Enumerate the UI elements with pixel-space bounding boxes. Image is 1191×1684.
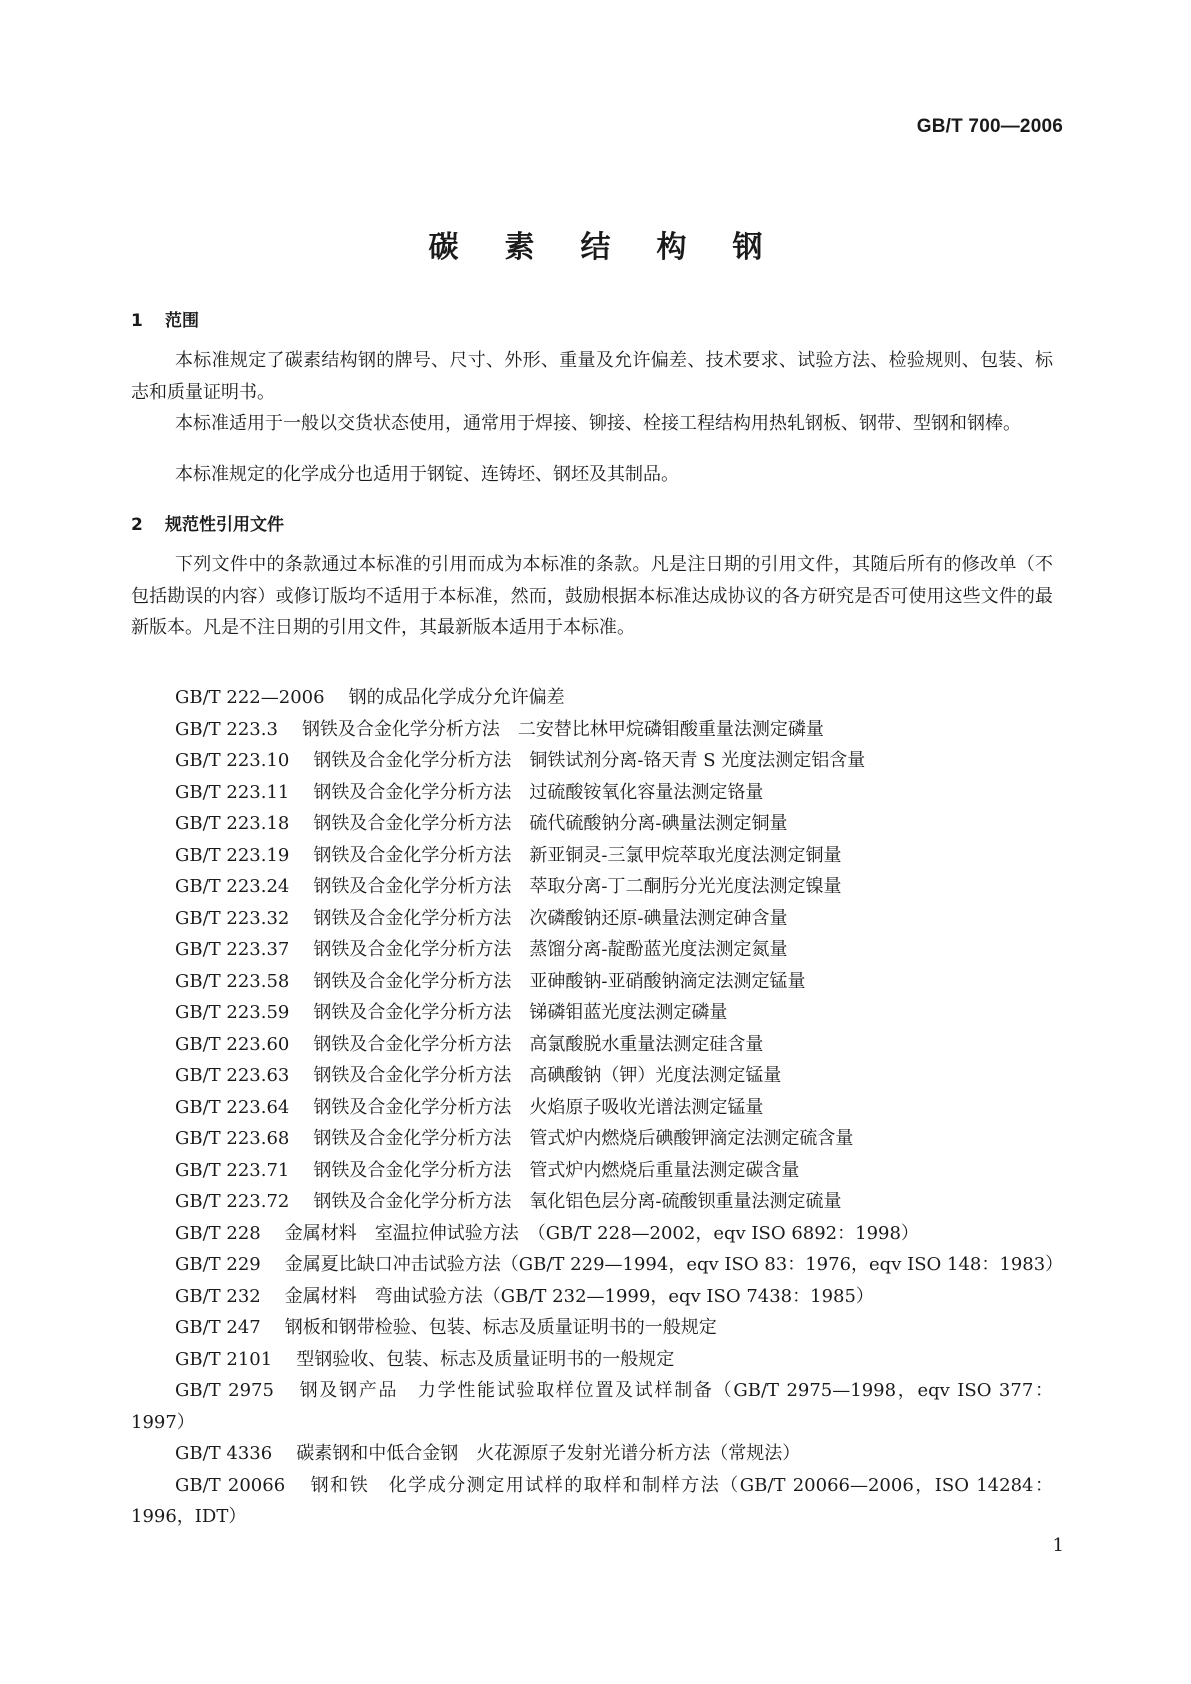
section-2-heading: [131, 510, 284, 535]
reference-title: 钢铁及合金化学分析方法 蒸馏分离-靛酚蓝光度法测定氮量: [313, 939, 788, 960]
section-title: 范围: [165, 311, 199, 331]
reference-title: 金属材料 室温拉伸试验方法 （GB/T 228—2002，eqv ISO 6892：1998）: [284, 1222, 919, 1244]
reference-item: [131, 966, 1053, 998]
reference-code: GB/T 223.72: [175, 1191, 290, 1212]
reference-title: 碳素钢和中低合金钢 火花源原子发射光谱分析方法（常规法）: [296, 1443, 801, 1464]
section-1-paragraph: 本标准适用于一般以交货状态使用，通常用于焊接、铆接、栓接工程结构用热轧钢板、钢带、型钢和钢棒。: [175, 413, 1021, 434]
reference-item: [131, 1375, 1053, 1438]
reference-code: GB/T 223.18: [175, 813, 290, 834]
reference-item: [131, 1186, 1053, 1218]
reference-title: 钢铁及合金化学分析方法 高氯酸脱水重量法测定硅含量: [313, 1033, 764, 1055]
reference-code: GB/T 223.71: [175, 1159, 290, 1181]
reference-item: [131, 682, 1053, 714]
reference-code: GB/T 222—2006: [175, 687, 325, 708]
reference-title: 钢铁及合金化学分析方法 过硫酸铵氧化容量法测定铬量: [313, 781, 764, 803]
reference-title: 钢铁及合金化学分析方法 次磷酸钠还原-碘量法测定砷含量: [313, 907, 788, 929]
reference-item: [131, 714, 1053, 746]
reference-item: [131, 1060, 1053, 1092]
reference-code: GB/T 223.24: [175, 876, 290, 897]
section-title: 规范性引用文件: [165, 515, 284, 535]
section-1-heading: [131, 306, 199, 331]
reference-title: 钢铁及合金化学分析方法 铜铁试剂分离-铬天青 S 光度法测定铝含量: [313, 750, 866, 771]
reference-item: [131, 934, 1053, 966]
reference-title: 钢铁及合金化学分析方法 亚砷酸钠-亚硝酸钠滴定法测定锰量: [313, 970, 806, 992]
reference-item: [131, 1438, 1053, 1470]
section-number: 2: [131, 515, 143, 535]
reference-code: GB/T 223.3: [175, 718, 278, 740]
reference-title: 金属夏比缺口冲击试验方法（GB/T 229—1994，eqv ISO 83：1976，eqv ISO 148：1983）: [284, 1254, 1064, 1275]
reference-code: GB/T 247: [175, 1317, 261, 1338]
reference-list: [131, 682, 1064, 1533]
reference-item: [131, 1281, 1053, 1313]
reference-title: 金属材料 弯曲试验方法（GB/T 232—1999，eqv ISO 7438：1985）: [284, 1285, 874, 1307]
reference-item: [131, 840, 1053, 872]
reference-item: [131, 1029, 1053, 1061]
reference-item: [131, 903, 1053, 935]
reference-item: [131, 1123, 1053, 1155]
reference-title: 钢铁及合金化学分析方法 火焰原子吸收光谱法测定锰量: [313, 1096, 764, 1118]
reference-title: 钢铁及合金化学分析方法 新亚铜灵-三氯甲烷萃取光度法测定铜量: [313, 844, 842, 866]
reference-title: 钢铁及合金化学分析方法 高碘酸钠（钾）光度法测定锰量: [313, 1065, 782, 1086]
reference-item: [131, 997, 1053, 1029]
reference-item: [131, 1470, 1053, 1533]
reference-title: 钢铁及合金化学分析方法 管式炉内燃烧后碘酸钾滴定法测定硫含量: [313, 1128, 854, 1149]
page-number: 1: [1052, 1535, 1064, 1556]
reference-code: GB/T 229: [175, 1254, 261, 1275]
reference-item: [131, 777, 1053, 809]
reference-code: GB/T 4336: [175, 1443, 273, 1464]
reference-item: [131, 871, 1053, 903]
reference-code: GB/T 2975: [175, 1380, 274, 1401]
document-title: 碳素结构钢: [428, 230, 809, 265]
reference-title: 型钢验收、包装、标志及质量证明书的一般规定: [296, 1348, 675, 1370]
section-number: 1: [131, 311, 143, 331]
reference-title: 钢铁及合金化学分析方法 锑磷钼蓝光度法测定磷量: [313, 1002, 728, 1023]
reference-item: [131, 1249, 1064, 1281]
reference-item: [131, 745, 1053, 777]
reference-title: 钢的成品化学成分允许偏差: [348, 687, 565, 708]
reference-code: GB/T 223.63: [175, 1065, 290, 1086]
reference-item: [131, 808, 1053, 840]
standard-code: GB/T 700—2006: [916, 116, 1063, 137]
reference-code: GB/T 228: [175, 1222, 261, 1244]
section-2-intro: 下列文件中的条款通过本标准的引用而成为本标准的条款。凡是注日期的引用文件，其随后所有的修改单（不包括勘误的内容）或修订版均不适用于本标准，然而，鼓励根据本标准达成协议的各方研究是否可使用这些文件的最新版本。凡是不注日期的引用文件，其最新版本适用于本标准。: [131, 554, 1053, 638]
reference-code: GB/T 223.68: [175, 1128, 290, 1149]
section-1-paragraph: 本标准规定了碳素结构钢的牌号、尺寸、外形、重量及允许偏差、技术要求、试验方法、检验规则、包装、标志和质量证明书。: [131, 350, 1053, 403]
reference-code: GB/T 223.64: [175, 1096, 290, 1118]
reference-title: 钢和铁 化学成分测定用试样的取样和制样方法（GB/T 20066—2006，ISO 14284：1996，IDT）: [131, 1474, 1053, 1527]
reference-item: [131, 1312, 1053, 1344]
reference-code: GB/T 223.37: [175, 939, 290, 960]
reference-title: 钢铁及合金化学分析方法 萃取分离-丁二酮肟分光光度法测定镍量: [313, 876, 842, 897]
reference-title: 钢及钢产品 力学性能试验取样位置及试样制备（GB/T 2975—1998，eqv ISO 377：1997）: [131, 1380, 1053, 1433]
section-1-paragraph: 本标准规定的化学成分也适用于钢锭、连铸坯、钢坯及其制品。: [175, 464, 679, 485]
reference-title: 钢铁及合金化学分析方法 二安替比林甲烷磷钼酸重量法测定磷量: [301, 718, 824, 740]
reference-code: GB/T 223.58: [175, 970, 290, 992]
reference-code: GB/T 223.11: [175, 781, 290, 803]
reference-code: GB/T 2101: [175, 1348, 273, 1370]
reference-code: GB/T 223.32: [175, 907, 290, 929]
reference-title: 钢板和钢带检验、包装、标志及质量证明书的一般规定: [284, 1317, 717, 1338]
reference-item: [131, 1155, 1053, 1187]
reference-title: 钢铁及合金化学分析方法 管式炉内燃烧后重量法测定碳含量: [313, 1159, 800, 1181]
reference-item: [131, 1344, 1053, 1376]
reference-code: GB/T 223.60: [175, 1033, 290, 1055]
reference-item: [131, 1092, 1053, 1124]
reference-item: [131, 1218, 1053, 1250]
reference-title: 钢铁及合金化学分析方法 氧化铝色层分离-硫酸钡重量法测定硫量: [313, 1191, 842, 1212]
reference-code: GB/T 223.10: [175, 750, 290, 771]
reference-code: GB/T 20066: [175, 1474, 286, 1496]
reference-title: 钢铁及合金化学分析方法 硫代硫酸钠分离-碘量法测定铜量: [313, 813, 788, 834]
reference-code: GB/T 223.59: [175, 1002, 290, 1023]
reference-code: GB/T 223.19: [175, 844, 290, 866]
reference-code: GB/T 232: [175, 1285, 261, 1307]
